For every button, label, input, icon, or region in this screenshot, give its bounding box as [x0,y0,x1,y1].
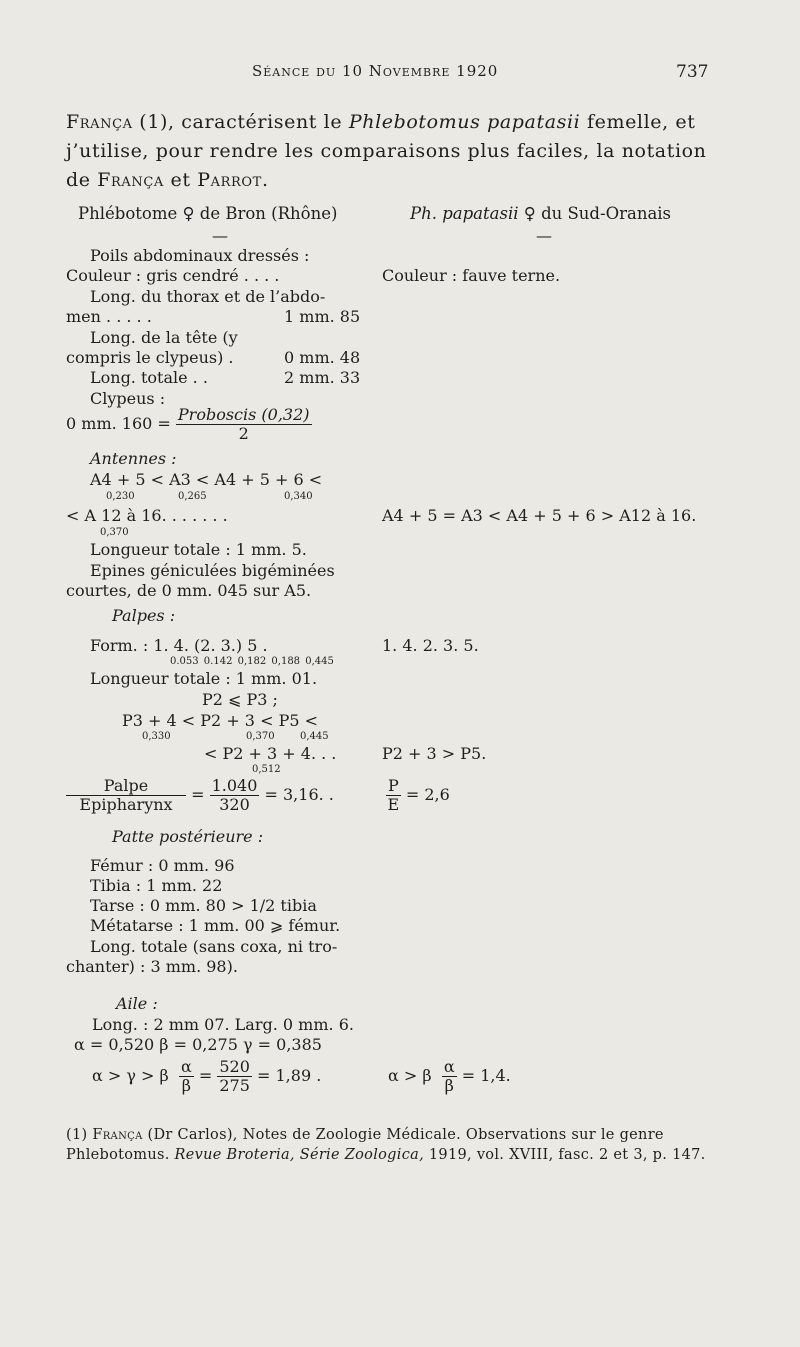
page-number: 737 [676,62,709,82]
antennes-formula1: A4 + 5 < A3 < A4 + 5 + 6 < [90,470,323,489]
palpes-relation3: < P2 + 3 + 4. . . [204,744,337,763]
aile-line3: α > γ > β $\frac{\alpha}{\beta}$ = $\frac{520}{275}$ = 1,89 . [92,1057,322,1095]
running-title: Séance du 10 Novembre 1920 [252,62,499,80]
left-column-title: Phlébotome ♀ de Bron (Rhône) [78,204,338,223]
palpes-heading: Palpes : [112,606,176,625]
aile-line1: Long. : 2 mm 07. Larg. 0 mm. 6. [92,1015,354,1034]
couleur-left: Couleur : gris cendré . . . . [66,266,280,285]
long-thorax-line2: men . . . . . [66,307,152,326]
palpes-formula: Form. : 1. 4. (2. 3.) 5 . [90,636,268,655]
palpes-relation1: P2 ⩽ P3 ; [202,690,278,709]
long-tete-value: 0 mm. 48 [284,348,361,367]
left-dash: — [212,226,228,245]
long-thorax-value: 1 mm. 85 [284,307,361,326]
palpes-relation-right: P2 + 3 > P5. [382,744,487,763]
antennes-formula2: < A 12 à 16. . . . . . . [66,506,228,525]
right-column-title: Ph. papatasii ♀ du Sud-Oranais [410,204,672,223]
metatarse-line: Métatarse : 1 mm. 00 ⩾ fémur. [90,916,341,935]
clypeus-heading: Clypeus : [90,389,166,408]
couleur-right: Couleur : fauve terne. [382,266,561,285]
aile-line2: α = 0,520 β = 0,275 γ = 0,385 [74,1035,322,1054]
aile-right: α > β $\frac{\alpha}{\beta}$ = 1,4. [388,1057,511,1095]
clypeus-formula: 0 mm. 160 = $\frac{\text{Proboscis (0,32)}}{2}$ [66,405,310,443]
antennes-heading: Antennes : [90,449,177,468]
femur-line: Fémur : 0 mm. 96 [90,856,235,875]
footnote: (1) França (Dr Carlos), Notes de Zoologie Médicale. Observations sur le genre Phlebotomus. Revue Broteria, Série Zoologica, 1919, vol. XVIII, fasc. 2 et 3, p. 147. [66,1127,706,1163]
palpes-formula-right: 1. 4. 2. 3. 5. [382,636,479,655]
long-tot-line1: Long. totale (sans coxa, ni tro- [90,937,338,956]
author-name: França [66,111,133,133]
long-tete-line2: compris le clypeus) . [66,348,234,367]
palpe-ratio: $\frac{\text{Palpe}}{\text{Epipharynx}}$ = $\frac{1.040}{320}$ = 3,16. . [66,777,334,814]
page: Séance du 10 Novembre 1920 737 França (1), caractérisent le Phlebotomus papatasii femelle, et j’utilise, pour rendre les comparaisons plus faciles, la notation de França et Parrot. Phlébotome ♀ de Bron (Rhône) Ph. papatasii ♀ du Sud-Oranais — — Poils abdominaux dressés : Couleur : gris cendré . . . . Long. du thorax et de l’abdo- men . . . . . 1 mm. 85 Long. de la tête (y compris le clypeus) . 0 mm. 48 Long. totale . . 2 mm. 33 Clypeus : 0 mm. 160 = $\frac{\text{Proboscis (0,32)}}{2}$ Antennes : A4 + 5 < A3 < A4 + 5 + 6 < 0,230 0,265 0,340 < A 12 à 16. . . . . . . 0,370 Longueur totale : 1 mm. 5. Epines géniculées bigéminées courtes, de 0 mm. 045 sur A5. Palpes : Form. : 1. 4. (2. 3.) 5 . 0.053 0.142 0,182 0,188 0,445 Longueur totale : 1 mm. 01. P2 ⩽ P3 ; P3 + 4 < P2 + 3 < P5 < 0,330 0,370 0,445 < P2 + 3 + 4. . . 0,512 $\frac{\text{Palpe}}{\text{Epipharynx}}$ = $\frac{1.040}{320}$ = 3,16. . Patte postérieure : Fémur : 0 mm. 96 Tibia : 1 mm. 22 Tarse : 0 mm. 80 > 1/2 tibia Métatarse : 1 mm. 00 ⩾ fémur. Long. totale (sans coxa, ni tro- chanter) : 3 mm. 98). Aile : Long. : 2 mm 07. Larg. 0 mm. 6. α = 0,520 β = 0,275 γ = 0,385 α > γ > β $\frac{\alpha}{\beta}$ = $\frac{520}{275}$ = 1,89 . Couleur : fauve terne. A4 + 5 = A3 < A4 + 5 + 6 > A12 à 16. 1. 4. 2. 3. 5. P2 + 3 > P5. $\frac{P}{E}$ = 2,6 α > β $\frac{\alpha}{\beta}$ = 1,4. (1) França (Dr Carlos), Notes de Zoologie Médicale. Observations sur le genre Phlebotomus. Revue Broteria, Série Zoologica, 1919, vol. XVIII, fasc. 2 et 3, p. 147. [0,0,800,1347]
aile-heading: Aile : [116,994,158,1013]
species-name: Phlebotomus papatasii [348,111,581,133]
epines-line2: courtes, de 0 mm. 045 sur A5. [66,581,312,600]
palpe-ratio-right: $\frac{P}{E}$ = 2,6 [387,776,450,814]
right-dash: — [536,226,552,245]
palpes-relation2: P3 + 4 < P2 + 3 < P5 < [122,711,318,730]
epines-line1: Epines géniculées bigéminées [90,561,335,580]
palpes-longueur: Longueur totale : 1 mm. 01. [90,669,318,688]
antennes-longueur: Longueur totale : 1 mm. 5. [90,540,307,559]
poils-line: Poils abdominaux dressés : [90,246,310,265]
tibia-line: Tibia : 1 mm. 22 [90,876,223,895]
long-tete-line1: Long. de la tête (y [90,328,238,347]
long-thorax-line1: Long. du thorax et de l’abdo- [90,287,326,306]
tarse-line: Tarse : 0 mm. 80 > 1/2 tibia [90,896,317,915]
long-totale-line: Long. totale . . [90,368,208,387]
long-totale-value: 2 mm. 33 [284,368,361,387]
patte-heading: Patte postérieure : [112,827,264,846]
intro-paragraph: França (1), caractérisent le Phlebotomus papatasii femelle, et j’utilise, pour rendre les comparaisons plus faciles, la notation de França et Parrot. [66,111,707,191]
antennes-right: A4 + 5 = A3 < A4 + 5 + 6 > A12 à 16. [382,506,697,525]
long-tot-line2: chanter) : 3 mm. 98). [66,957,238,976]
